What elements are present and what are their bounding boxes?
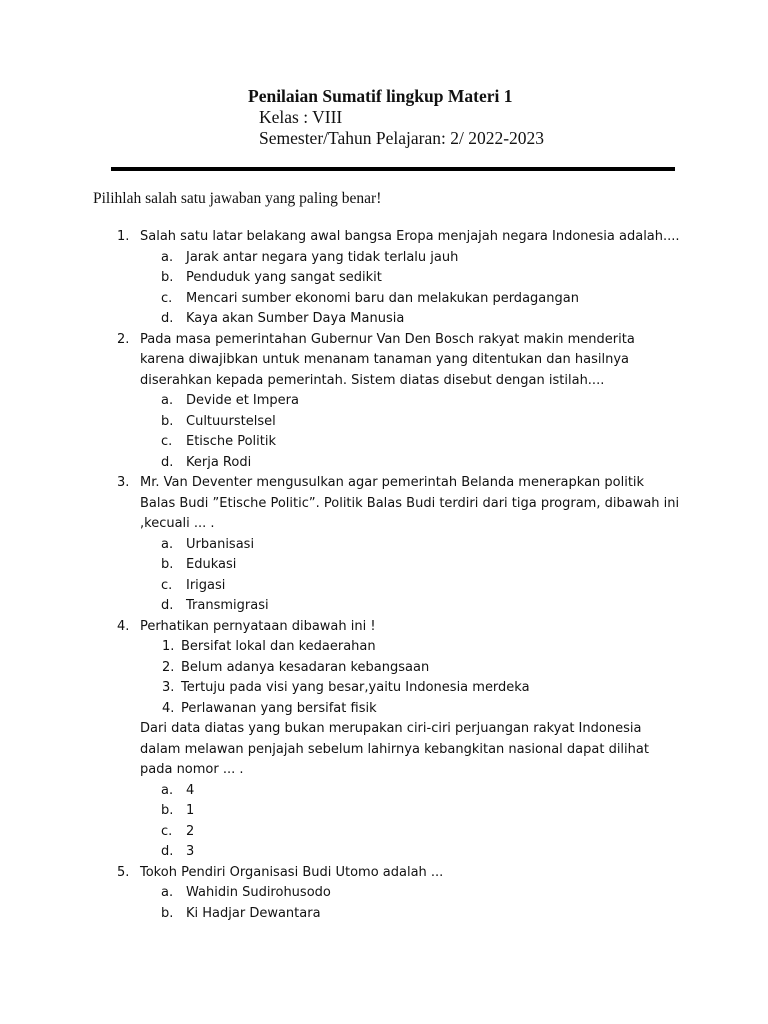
answer-option <box>0 883 768 904</box>
statement-text: Bersifat lokal dan kedaerahan <box>181 639 376 654</box>
option-text: Wahidin Sudirohusodo <box>186 885 331 900</box>
question-block <box>0 863 768 925</box>
question-item <box>0 227 680 248</box>
option-letter: a. <box>161 782 174 798</box>
statement-item <box>0 637 768 658</box>
answer-option <box>0 535 768 556</box>
option-letter: b. <box>161 905 174 921</box>
option-letter: b. <box>161 413 174 429</box>
document-title: Penilaian Sumatif lingkup Materi 1 <box>248 86 513 106</box>
answer-option <box>0 822 768 843</box>
question-text: Perhatikan pernyataan dibawah ini ! <box>140 618 376 634</box>
answer-option <box>0 412 768 433</box>
option-text: Etische Politik <box>186 434 277 449</box>
question-item <box>0 617 680 638</box>
instruction-text: Pilihlah salah satu jawaban yang paling benar! <box>93 190 382 207</box>
statement-text: Belum adanya kesadaran kebangsaan <box>181 659 430 675</box>
statement-number: 2. <box>162 659 175 675</box>
question-text: Pada masa pemerintahan Gubernur Van Den Bosch rakyat makin menderita karena diwajibkan untuk menanam tanaman yang ditentukan dan hasilnya diserahkan kepada pemerintah. Sistem diatas disebut dengan istilah.... <box>140 331 635 388</box>
option-letter: b. <box>161 803 174 818</box>
question-block <box>0 227 768 330</box>
statement-item <box>0 658 768 679</box>
answer-option <box>0 289 768 310</box>
statement-number: 4. <box>162 700 175 716</box>
question-block <box>0 473 768 617</box>
statement-item <box>0 699 768 720</box>
option-letter: c. <box>161 823 173 839</box>
answer-option <box>0 453 768 474</box>
option-text: 4 <box>186 782 195 798</box>
option-letter: d. <box>161 598 174 613</box>
option-letter: a. <box>161 393 174 408</box>
statement-number: 1. <box>162 639 175 654</box>
option-letter: b. <box>161 557 174 572</box>
header-divider <box>111 167 675 171</box>
option-letter: c. <box>161 577 173 593</box>
option-text: Transmigrasi <box>186 598 269 613</box>
option-text: Mencari sumber ekonomi baru dan melakukan perdagangan <box>186 290 579 306</box>
option-text: 2 <box>186 823 195 839</box>
option-letter: a. <box>161 536 174 552</box>
answer-option <box>0 555 768 576</box>
answer-option <box>0 576 768 597</box>
answer-option <box>0 391 768 412</box>
statement-text: Perlawanan yang bersifat fisik <box>181 700 377 716</box>
option-text: Edukasi <box>186 557 237 572</box>
option-text: 3 <box>186 844 195 859</box>
option-text: Urbanisasi <box>186 536 255 552</box>
answer-option <box>0 309 768 330</box>
option-letter: a. <box>161 249 174 265</box>
question-text: Mr. Van Deventer mengusulkan agar pemerintah Belanda menerapkan politik Balas Budi ”Etische Politic”. Politik Balas Budi terdiri dari tiga program, dibawah ini ,kecuali ... . <box>140 475 680 531</box>
option-letter: d. <box>161 311 174 326</box>
question-follow-text: Dari data diatas yang bukan merupakan ciri-ciri perjuangan rakyat Indonesia dalam melawan penjajah sebelum lahirnya kebangkitan nasional dapat dilihat pada nomor ... . <box>140 721 649 777</box>
answer-option <box>0 596 768 617</box>
semester-label: Semester/Tahun Pelajaran: 2/ 2022-2023 <box>259 128 545 148</box>
option-text: Kaya akan Sumber Daya Manusia <box>186 311 405 326</box>
question-number: 1. <box>117 229 130 244</box>
statement-item <box>0 678 768 699</box>
option-text: Irigasi <box>186 577 226 593</box>
statement-number: 3. <box>162 680 175 695</box>
option-text: Penduduk yang sangat sedikit <box>186 270 382 285</box>
option-letter: d. <box>161 844 174 859</box>
question-block <box>0 330 768 474</box>
option-text: Devide et Impera <box>186 393 299 408</box>
option-text: Cultuurstelsel <box>186 413 276 429</box>
question-list <box>0 227 768 924</box>
question-item <box>0 473 680 535</box>
question-number: 4. <box>117 618 130 634</box>
option-letter: c. <box>161 290 173 306</box>
question-item <box>0 330 680 392</box>
option-letter: a. <box>161 885 174 900</box>
question-number: 5. <box>117 864 130 880</box>
answer-option <box>0 781 768 802</box>
question-item <box>0 863 680 884</box>
statement-text: Tertuju pada visi yang besar,yaitu Indonesia merdeka <box>181 680 530 695</box>
answer-option <box>0 432 768 453</box>
answer-option <box>0 904 768 925</box>
class-label: Kelas : VIII <box>259 107 343 127</box>
question-block <box>0 617 768 863</box>
answer-option <box>0 801 768 822</box>
option-text: 1 <box>186 803 195 818</box>
option-text: Jarak antar negara yang tidak terlalu jauh <box>186 249 459 265</box>
option-letter: d. <box>161 454 174 470</box>
question-text: Salah satu latar belakang awal bangsa Eropa menjajah negara Indonesia adalah.... <box>140 229 680 244</box>
document-header <box>248 86 544 149</box>
answer-option <box>0 842 768 863</box>
option-text: Kerja Rodi <box>186 454 252 470</box>
option-letter: b. <box>161 270 174 285</box>
answer-option <box>0 268 768 289</box>
option-text: Ki Hadjar Dewantara <box>186 905 321 921</box>
option-letter: c. <box>161 434 173 449</box>
question-text: Tokoh Pendiri Organisasi Budi Utomo adalah ... <box>140 864 444 880</box>
question-number: 3. <box>117 475 130 490</box>
answer-option <box>0 248 768 269</box>
question-number: 2. <box>117 331 130 347</box>
